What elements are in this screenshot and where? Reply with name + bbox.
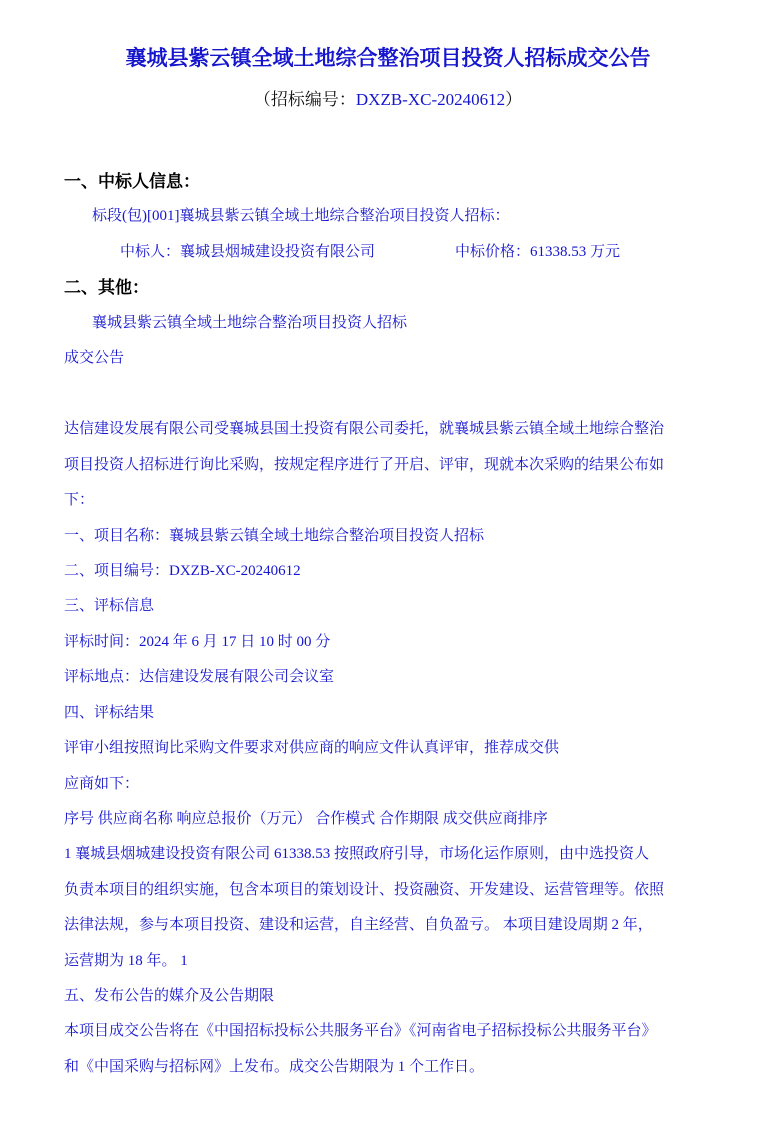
tender-number-prefix: （招标编号： [253, 90, 356, 109]
body-line: 一、项目名称：襄城县紫云镇全域土地综合整治项目投资人招标 [64, 527, 485, 544]
lot-line: 标段(包)[001]襄城县紫云镇全域土地综合整治项目投资人招标： [92, 208, 510, 225]
body-line: 达信建设发展有限公司受襄城县国土投资有限公司委托，就襄城县紫云镇全域土地综合整治 [64, 421, 665, 438]
section-heading-winner-info: 一、中标人信息： [64, 172, 200, 191]
body-line: 序号 供应商名称 响应总报价（万元） 合作模式 合作期限 成交供应商排序 [64, 810, 548, 827]
body-line: 运营期为 18 年。 1 [64, 952, 188, 969]
body-line: 和《中国采购与招标网》上发布。成交公告期限为 1 个工作日。 [64, 1058, 485, 1075]
body-line: 三、评标信息 [64, 598, 155, 615]
body-line: 本项目成交公告将在《中国招标投标公共服务平台》《河南省电子招标投标公共服务平台》 [64, 1023, 657, 1040]
winning-price: 中标价格：61338.53 万元 [455, 243, 621, 260]
project-name-line: 襄城县紫云镇全域土地综合整治项目投资人招标 [92, 314, 408, 331]
body-line: 二、项目编号：DXZB-XC-20240612 [64, 563, 301, 580]
announcement-body [64, 412, 712, 1085]
announcement-label-line: 成交公告 [64, 350, 125, 367]
tender-number-line [64, 88, 712, 112]
body-line: 负责本项目的组织实施，包含本项目的策划设计、投资融资、开发建设、运营管理等。依照 [64, 881, 665, 898]
body-line: 评标时间：2024 年 6 月 17 日 10 时 00 分 [64, 633, 331, 650]
body-line: 法律法规，参与本项目投资、建设和运营，自主经营、自负盈亏。 本项目建设周期 2 年， [64, 917, 653, 934]
winner-price-line [64, 235, 712, 270]
body-line: 1 襄城县烟城建设投资有限公司 61338.53 按照政府引导，市场化运作原则，由中选投资人 [64, 846, 650, 863]
body-line: 项目投资人招标进行询比采购，按规定程序进行了开启、评审，现就本次采购的结果公布如 [64, 456, 665, 473]
body-line: 五、发布公告的媒介及公告期限 [64, 987, 275, 1004]
body-line: 应商如下： [64, 775, 140, 792]
body-line: 下： [64, 492, 95, 509]
tender-number-suffix: ） [505, 90, 523, 109]
section-heading-other: 二、其他： [64, 278, 149, 298]
body-line: 评审小组按照询比采购文件要求对供应商的响应文件认真评审，推荐成交供 [64, 740, 560, 757]
page-title: 襄城县紫云镇全域土地综合整治项目投资人招标成交公告 [125, 46, 651, 70]
body-line: 评标地点：达信建设发展有限公司会议室 [64, 669, 335, 686]
winner-name: 中标人：襄城县烟城建设投资有限公司 [120, 243, 376, 260]
body-line: 四、评标结果 [64, 704, 155, 721]
tender-number: DXZB-XC-20240612 [355, 90, 506, 109]
